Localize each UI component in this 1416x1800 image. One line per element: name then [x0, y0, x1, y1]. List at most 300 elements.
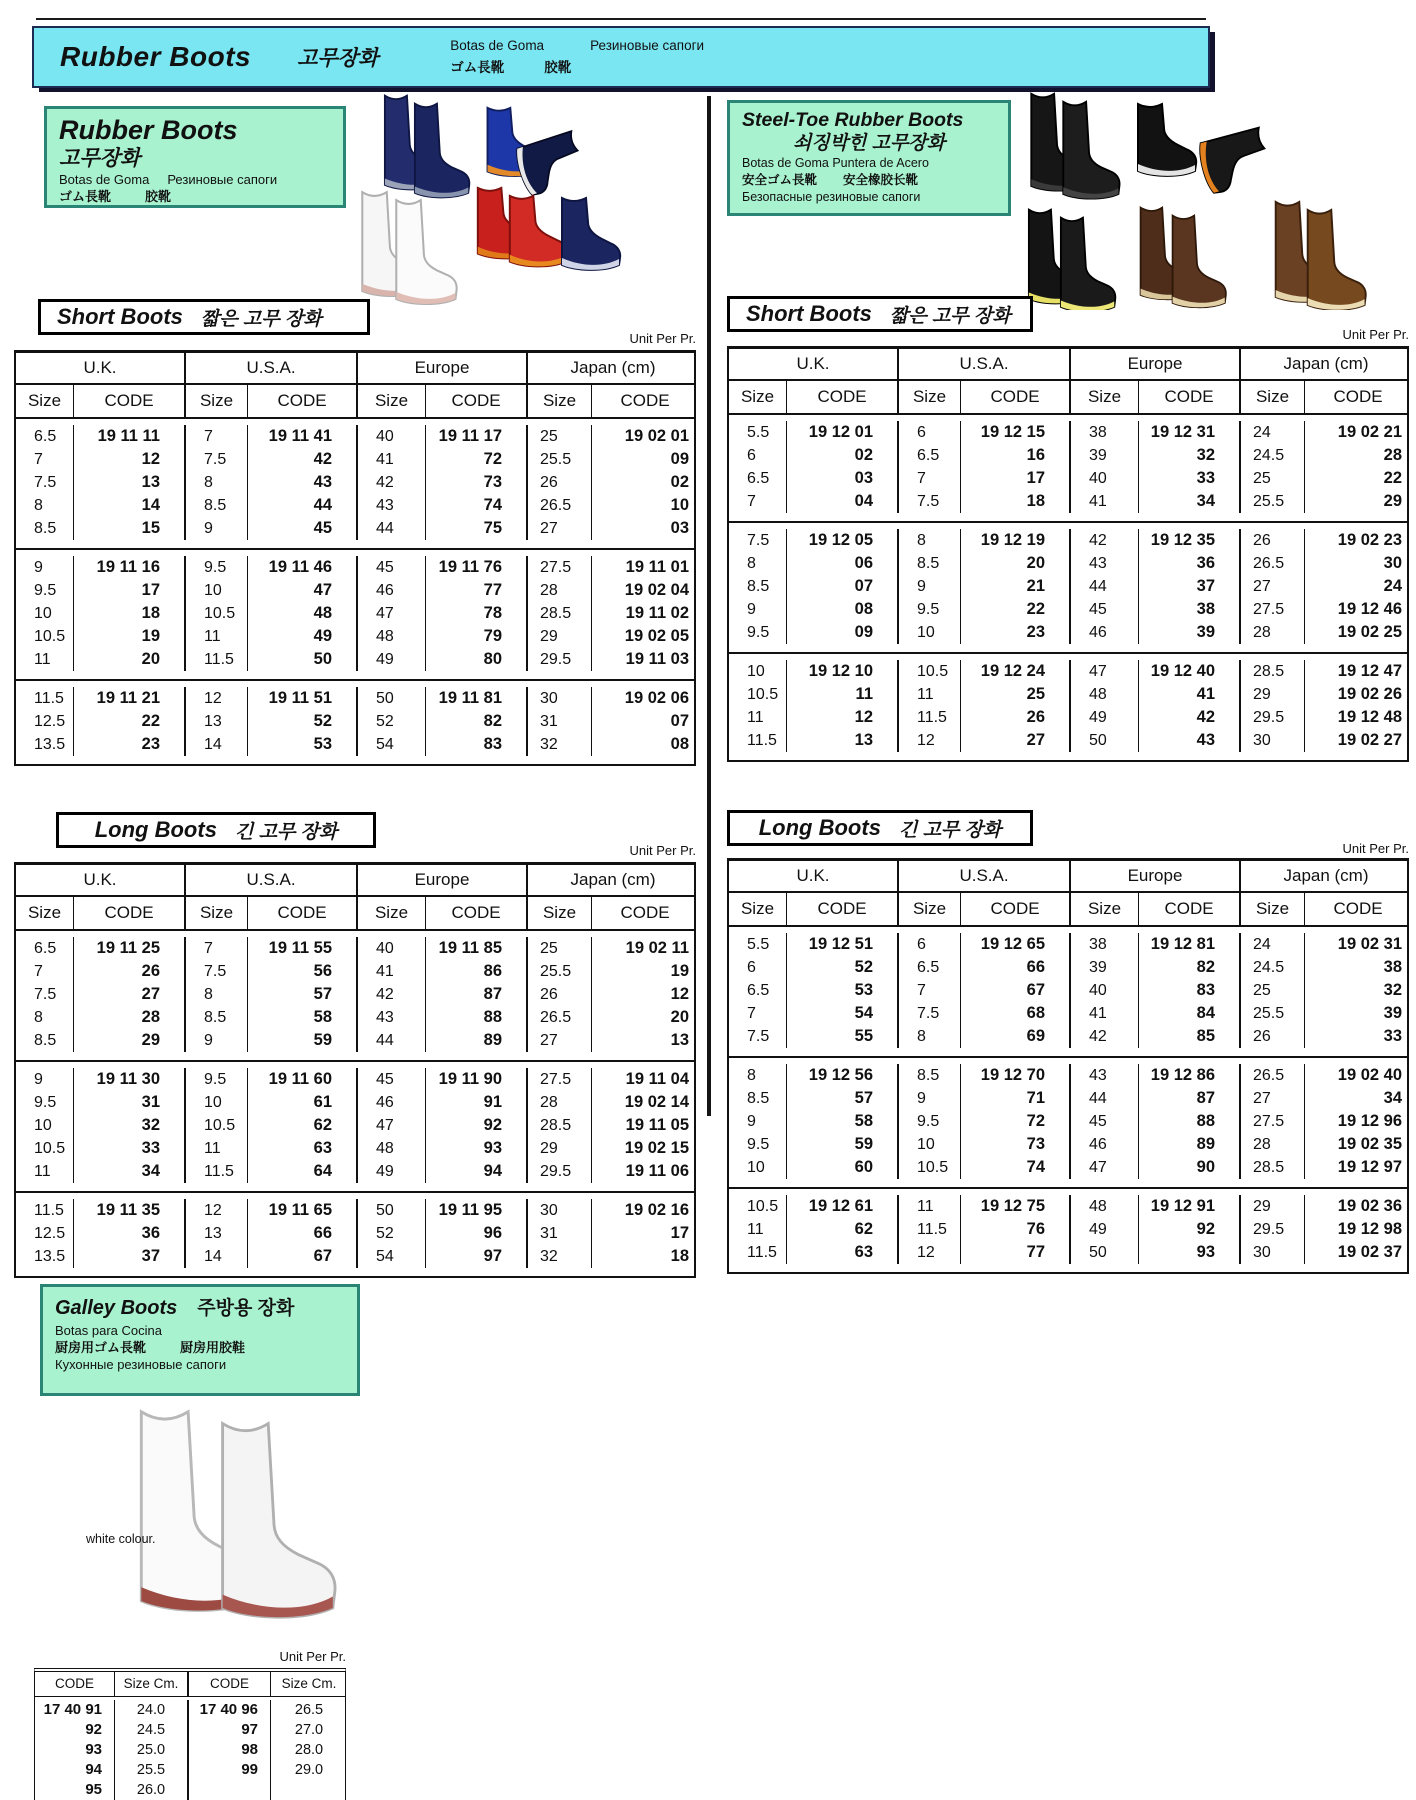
code-cell: 88	[426, 1006, 528, 1029]
size-cell: 28	[528, 1091, 592, 1114]
size-cell: 8	[899, 1025, 961, 1048]
code-cell: 29	[74, 1029, 186, 1052]
size-cell: 10.5	[899, 1156, 961, 1179]
unit-label: Unit Per Pr.	[629, 843, 696, 858]
size-cell: 44	[358, 1029, 426, 1052]
code-cell: 19	[670, 962, 689, 980]
region-header: U.S.A.	[899, 861, 1071, 891]
info-russian: Безопасные резиновые сапоги	[742, 190, 921, 204]
size-cell: 7.5	[729, 529, 787, 552]
size-cell: 6	[899, 421, 961, 444]
code-header: CODE	[1139, 381, 1241, 413]
code-header: CODE	[74, 897, 186, 929]
code-cell: 80	[426, 648, 528, 671]
table-row	[16, 937, 694, 960]
code-header: CODE	[620, 903, 670, 922]
size-cell: 42	[358, 983, 426, 1006]
size-cell: 14	[186, 1245, 248, 1268]
table-row	[729, 956, 1407, 979]
size-cell: 10	[16, 1114, 74, 1137]
code-cell: 17	[961, 467, 1071, 490]
info-japanese: ゴム長靴	[59, 189, 112, 204]
rubber-boots-info-box	[44, 106, 346, 208]
size-cell: 25	[528, 937, 592, 960]
table-row	[16, 687, 694, 710]
size-header: Size	[528, 897, 592, 929]
region-header: Europe	[358, 353, 528, 383]
code-cell: 96	[426, 1222, 528, 1245]
size-cell: 10.5	[899, 660, 961, 683]
table-row	[729, 621, 1407, 644]
code-cell: 42	[1139, 706, 1241, 729]
size-cell: 28	[1241, 1133, 1305, 1156]
info-chinese: 厨房用胶鞋	[180, 1340, 246, 1355]
table-row	[16, 579, 694, 602]
size-cell: 9.5	[729, 1133, 787, 1156]
size-cell: 43	[1071, 552, 1139, 575]
size-cell: 40	[1071, 467, 1139, 490]
code-cell: 19 11 16	[74, 556, 186, 579]
size-cell: 7	[186, 937, 248, 960]
size-header: Size	[16, 897, 74, 929]
size-cell: 12.5	[16, 710, 74, 733]
table-block	[16, 1191, 694, 1276]
table-row	[16, 983, 694, 1006]
size-cell: 9.5	[16, 1091, 74, 1114]
code-cell: 74	[426, 494, 528, 517]
code-cell: 19 12 86	[1139, 1064, 1241, 1087]
table-row	[16, 1029, 694, 1052]
size-cell: 13.5	[16, 1245, 74, 1268]
table-row	[16, 1245, 694, 1268]
code-cell: 57	[248, 983, 358, 1006]
code-cell: 19 11 17	[426, 425, 528, 448]
code-cell: 93	[35, 1740, 115, 1760]
code-cell: 89	[1139, 1133, 1241, 1156]
code-cell: 19 02 31	[1337, 935, 1402, 953]
table-row	[16, 602, 694, 625]
code-cell: 08	[670, 735, 689, 753]
code-cell: 27	[961, 729, 1071, 752]
info-chinese: 安全橡胶长靴	[843, 173, 919, 187]
size-cell: 10	[729, 660, 787, 683]
code-cell: 03	[670, 519, 689, 537]
code-cell: 37	[74, 1245, 186, 1268]
size-cell: 7.5	[186, 960, 248, 983]
size-cell: 27	[1241, 575, 1305, 598]
code-cell: 21	[961, 575, 1071, 598]
table-row	[729, 979, 1407, 1002]
size-cell: 27.0	[294, 1722, 324, 1738]
boot-red-short-icon	[510, 196, 567, 266]
table-row	[16, 517, 694, 540]
size-header: Size	[729, 381, 787, 413]
code-cell: 41	[1139, 683, 1241, 706]
table-row	[16, 471, 694, 494]
size-cell: 39	[1071, 956, 1139, 979]
short-boots-table-left	[14, 350, 696, 766]
size-cell: 6.5	[899, 444, 961, 467]
code-cell: 15	[74, 517, 186, 540]
code-cell: 20	[961, 552, 1071, 575]
code-cell: 19 02 05	[624, 627, 689, 645]
code-cell: 73	[426, 471, 528, 494]
code-cell: 67	[248, 1245, 358, 1268]
size-cell: 9	[729, 598, 787, 621]
size-cell: 26.5	[528, 1006, 592, 1029]
code-cell: 82	[1139, 956, 1241, 979]
size-cell: 10.5	[186, 602, 248, 625]
code-cell: 04	[787, 490, 899, 513]
code-cell: 28	[74, 1006, 186, 1029]
size-cell: 29.5	[528, 648, 592, 671]
size-cell: 8.5	[16, 1029, 74, 1052]
region-header: U.K.	[729, 349, 899, 379]
size-cell: 27.5	[1241, 598, 1305, 621]
size-cell: 43	[1071, 1064, 1139, 1087]
size-cell: 32	[528, 1245, 592, 1268]
table-row	[16, 556, 694, 579]
white-colour-note: white colour.	[86, 1532, 156, 1546]
size-cell: 52	[358, 710, 426, 733]
size-cell: 7	[729, 1002, 787, 1025]
size-cell: 31	[528, 710, 592, 733]
code-cell: 31	[74, 1091, 186, 1114]
table-row	[729, 1218, 1407, 1241]
code-cell: 24	[1383, 577, 1402, 595]
code-cell: 19 11 90	[426, 1068, 528, 1091]
info-title: Galley Boots	[55, 1297, 178, 1319]
code-cell: 19 12 70	[961, 1064, 1071, 1087]
code-cell: 64	[248, 1160, 358, 1183]
size-cell: 11	[899, 683, 961, 706]
size-cell: 8.5	[899, 552, 961, 575]
size-cell: 9.5	[729, 621, 787, 644]
size-cell: 14	[186, 733, 248, 756]
size-cell: 48	[1071, 1195, 1139, 1218]
table-row	[16, 1068, 694, 1091]
code-cell: 43	[1139, 729, 1241, 752]
code-cell: 78	[426, 602, 528, 625]
code-cell: 19 02 23	[1337, 531, 1402, 549]
code-cell: 60	[787, 1156, 899, 1179]
code-cell: 33	[1383, 1027, 1402, 1045]
info-japanese: 厨房用ゴム長靴	[55, 1340, 147, 1355]
size-cell: 38	[1071, 421, 1139, 444]
size-header: Size	[528, 385, 592, 417]
size-cell: 12.5	[16, 1222, 74, 1245]
size-cell: 54	[358, 733, 426, 756]
size-cell: 29	[1241, 1195, 1305, 1218]
code-cell: 86	[426, 960, 528, 983]
size-cell: 9	[16, 1068, 74, 1091]
code-cell: 39	[1139, 621, 1241, 644]
size-cell: 11	[186, 1137, 248, 1160]
code-cell: 72	[961, 1110, 1071, 1133]
size-cell: 8	[729, 1064, 787, 1087]
code-cell: 14	[74, 494, 186, 517]
galley-boots-info-box	[40, 1284, 360, 1396]
code-cell: 03	[787, 467, 899, 490]
size-cell: 38	[1071, 933, 1139, 956]
code-cell: 63	[248, 1137, 358, 1160]
code-cell: 19 12 96	[1337, 1112, 1402, 1130]
table-row	[16, 448, 694, 471]
table-block	[35, 1697, 345, 1800]
size-cell: 49	[358, 648, 426, 671]
code-cell: 19 02 04	[624, 581, 689, 599]
code-cell: 19 02 16	[624, 1201, 689, 1219]
size-cell: 41	[1071, 1002, 1139, 1025]
size-cell: 27	[528, 517, 592, 540]
code-cell: 77	[426, 579, 528, 602]
size-cell: 8	[16, 494, 74, 517]
boot-navy-short-icon	[562, 198, 620, 270]
code-header: CODE	[426, 897, 528, 929]
info-title-korean: 쇠징박힌 고무장화	[792, 133, 946, 154]
code-cell: 84	[1139, 1002, 1241, 1025]
size-cell: 12	[186, 1199, 248, 1222]
code-cell: 19 11 95	[426, 1199, 528, 1222]
size-cell: 25.0	[115, 1740, 189, 1760]
code-cell: 82	[426, 710, 528, 733]
size-cell: 44	[1071, 1087, 1139, 1110]
size-header: Size	[1071, 893, 1139, 925]
boot-brown-tall-icon	[1173, 216, 1226, 308]
code-cell: 19 12 81	[1139, 933, 1241, 956]
size-cell: 11	[16, 1160, 74, 1183]
code-cell: 71	[961, 1087, 1071, 1110]
code-cell: 26	[961, 706, 1071, 729]
size-cell: 24.5	[1241, 444, 1305, 467]
size-cell: 25.5	[115, 1760, 189, 1780]
size-cell: 6.5	[899, 956, 961, 979]
code-cell: 19 11 30	[74, 1068, 186, 1091]
galley-boots-table	[34, 1668, 346, 1800]
size-cell: 27.5	[528, 1068, 592, 1091]
code-cell: 33	[74, 1137, 186, 1160]
boot-brown-tall-icon	[1308, 210, 1366, 310]
size-cell: 9	[16, 556, 74, 579]
size-cell: 7.5	[16, 983, 74, 1006]
code-cell: 42	[248, 448, 358, 471]
section-title-en: Long Boots	[94, 817, 217, 842]
galley-boots-photo	[108, 1396, 342, 1654]
size-cell: 49	[1071, 706, 1139, 729]
size-cell: 9	[899, 1087, 961, 1110]
table-block	[729, 1056, 1407, 1187]
long-boots-table-right	[727, 858, 1409, 1274]
size-cell: 28.5	[528, 602, 592, 625]
size-cell: 5.5	[729, 933, 787, 956]
code-cell: 91	[426, 1091, 528, 1114]
code-cell: 19 12 35	[1139, 529, 1241, 552]
table-row	[16, 960, 694, 983]
size-cell: 28.5	[1241, 660, 1305, 683]
code-cell: 19 12 56	[787, 1064, 899, 1087]
code-cell: 26	[74, 960, 186, 983]
size-cell: 12	[186, 687, 248, 710]
table-row	[35, 1740, 345, 1760]
size-cell: 27.5	[1241, 1110, 1305, 1133]
code-cell: 48	[248, 602, 358, 625]
table-row	[16, 494, 694, 517]
size-cell: 6.5	[729, 467, 787, 490]
boot-black-mid-icon	[1138, 104, 1196, 176]
code-cell: 36	[74, 1222, 186, 1245]
size-cell: 26	[528, 983, 592, 1006]
table-row	[16, 425, 694, 448]
size-cell: 24.5	[115, 1720, 189, 1740]
info-title-korean: 주방용 장화	[197, 1298, 295, 1319]
table-block	[16, 679, 694, 764]
code-cell: 43	[248, 471, 358, 494]
code-cell: 19 12 91	[1139, 1195, 1241, 1218]
table-block	[16, 548, 694, 679]
code-cell: 13	[670, 1031, 689, 1049]
size-cell: 50	[358, 1199, 426, 1222]
table-row	[16, 1091, 694, 1114]
table-row	[729, 490, 1407, 513]
size-cell: 8	[729, 552, 787, 575]
region-header: Europe	[358, 865, 528, 895]
page-top-rule	[36, 18, 1206, 20]
code-cell: 13	[787, 729, 899, 752]
code-cell: 08	[787, 598, 899, 621]
code-cell: 19 11 85	[426, 937, 528, 960]
boot-black-yellow-toe-icon	[1061, 218, 1115, 310]
code-cell: 52	[248, 710, 358, 733]
code-cell: 19 12 47	[1337, 662, 1402, 680]
code-cell: 19 11 35	[74, 1199, 186, 1222]
size-cell: 7.5	[16, 471, 74, 494]
code-cell: 33	[1139, 467, 1241, 490]
size-cell: 42	[358, 471, 426, 494]
size-cell: 46	[358, 1091, 426, 1114]
code-cell: 73	[961, 1133, 1071, 1156]
size-cell: 9	[729, 1110, 787, 1133]
size-cell: 7	[899, 979, 961, 1002]
size-cell: 43	[358, 494, 426, 517]
table-row	[729, 529, 1407, 552]
long-boots-table-left	[14, 862, 696, 1278]
table-row	[729, 660, 1407, 683]
size-cell: 26	[528, 471, 592, 494]
size-cell: 28.0	[294, 1742, 324, 1758]
code-cell: 10	[670, 496, 689, 514]
section-title-en: Short Boots	[746, 301, 872, 326]
table-row	[729, 933, 1407, 956]
region-header: Europe	[1071, 861, 1241, 891]
size-cell: 29	[528, 1137, 592, 1160]
code-cell: 17	[670, 1224, 689, 1242]
code-cell: 19 12 65	[961, 933, 1071, 956]
code-cell: 19 02 37	[1337, 1243, 1402, 1261]
size-cell: 42	[1071, 529, 1139, 552]
code-cell: 19 11 03	[625, 650, 689, 668]
table-row	[729, 467, 1407, 490]
code-cell: 19 02 26	[1337, 685, 1402, 703]
code-cell: 58	[787, 1110, 899, 1133]
size-cell: 7.5	[186, 448, 248, 471]
page-title: Rubber Boots	[60, 41, 252, 72]
code-cell: 19 12 31	[1139, 421, 1241, 444]
size-cell: 7.5	[899, 490, 961, 513]
galley-header: Size Cm.	[115, 1672, 189, 1696]
code-cell: 19 11 01	[625, 558, 689, 576]
region-header: U.S.A.	[186, 353, 358, 383]
size-cell: 11	[729, 706, 787, 729]
code-cell: 66	[961, 956, 1071, 979]
code-cell: 19 12 97	[1337, 1158, 1402, 1176]
size-cell: 11.5	[899, 1218, 961, 1241]
size-cell: 30	[528, 1199, 592, 1222]
size-header: Size	[358, 897, 426, 929]
table-row	[729, 1110, 1407, 1133]
region-header: Japan (cm)	[1283, 354, 1369, 373]
table-block	[729, 652, 1407, 760]
code-cell: 22	[74, 710, 186, 733]
size-cell: 6.5	[16, 937, 74, 960]
table-row	[729, 1087, 1407, 1110]
code-cell: 93	[426, 1137, 528, 1160]
code-cell: 50	[248, 648, 358, 671]
size-cell: 32	[528, 733, 592, 756]
code-header: CODE	[74, 385, 186, 417]
code-cell: 19 12 46	[1337, 600, 1402, 618]
section-title-kr: 짧은 고무 장화	[889, 305, 1011, 327]
page-title-korean: 고무장화	[297, 47, 379, 70]
code-cell: 13	[74, 471, 186, 494]
table-block	[729, 927, 1407, 1056]
code-cell: 63	[787, 1241, 899, 1264]
code-cell: 19 12 98	[1337, 1220, 1402, 1238]
size-header: Size	[16, 385, 74, 417]
code-cell: 16	[961, 444, 1071, 467]
code-cell: 19 02 40	[1337, 1066, 1402, 1084]
size-cell: 9.5	[186, 1068, 248, 1091]
size-cell: 50	[1071, 729, 1139, 752]
size-cell: 11.5	[16, 687, 74, 710]
code-cell: 19 11 65	[248, 1199, 358, 1222]
galley-header: CODE	[35, 1672, 115, 1696]
size-cell: 9.5	[899, 598, 961, 621]
size-cell: 29	[1241, 683, 1305, 706]
code-cell: 45	[248, 517, 358, 540]
code-cell: 19	[74, 625, 186, 648]
size-header: Size	[899, 381, 961, 413]
code-cell: 19 02 27	[1337, 731, 1402, 749]
code-cell: 29	[1383, 492, 1402, 510]
size-cell: 27	[1241, 1087, 1305, 1110]
size-cell: 24.0	[115, 1700, 189, 1720]
size-cell: 10	[899, 1133, 961, 1156]
boot-black-tall-icon	[1063, 102, 1119, 199]
steel-toe-boots-photo	[1010, 88, 1412, 310]
code-cell: 59	[787, 1133, 899, 1156]
page-title-chinese: 胶靴	[544, 60, 572, 75]
table-row	[729, 1025, 1407, 1048]
code-cell: 49	[248, 625, 358, 648]
size-cell: 25	[1241, 467, 1305, 490]
size-header: Size	[899, 893, 961, 925]
code-cell: 83	[1139, 979, 1241, 1002]
size-cell: 40	[358, 425, 426, 448]
section-title-kr: 짧은 고무 장화	[200, 308, 322, 330]
column-divider	[707, 96, 711, 1116]
size-cell: 25.5	[1241, 490, 1305, 513]
size-cell: 8	[186, 983, 248, 1006]
